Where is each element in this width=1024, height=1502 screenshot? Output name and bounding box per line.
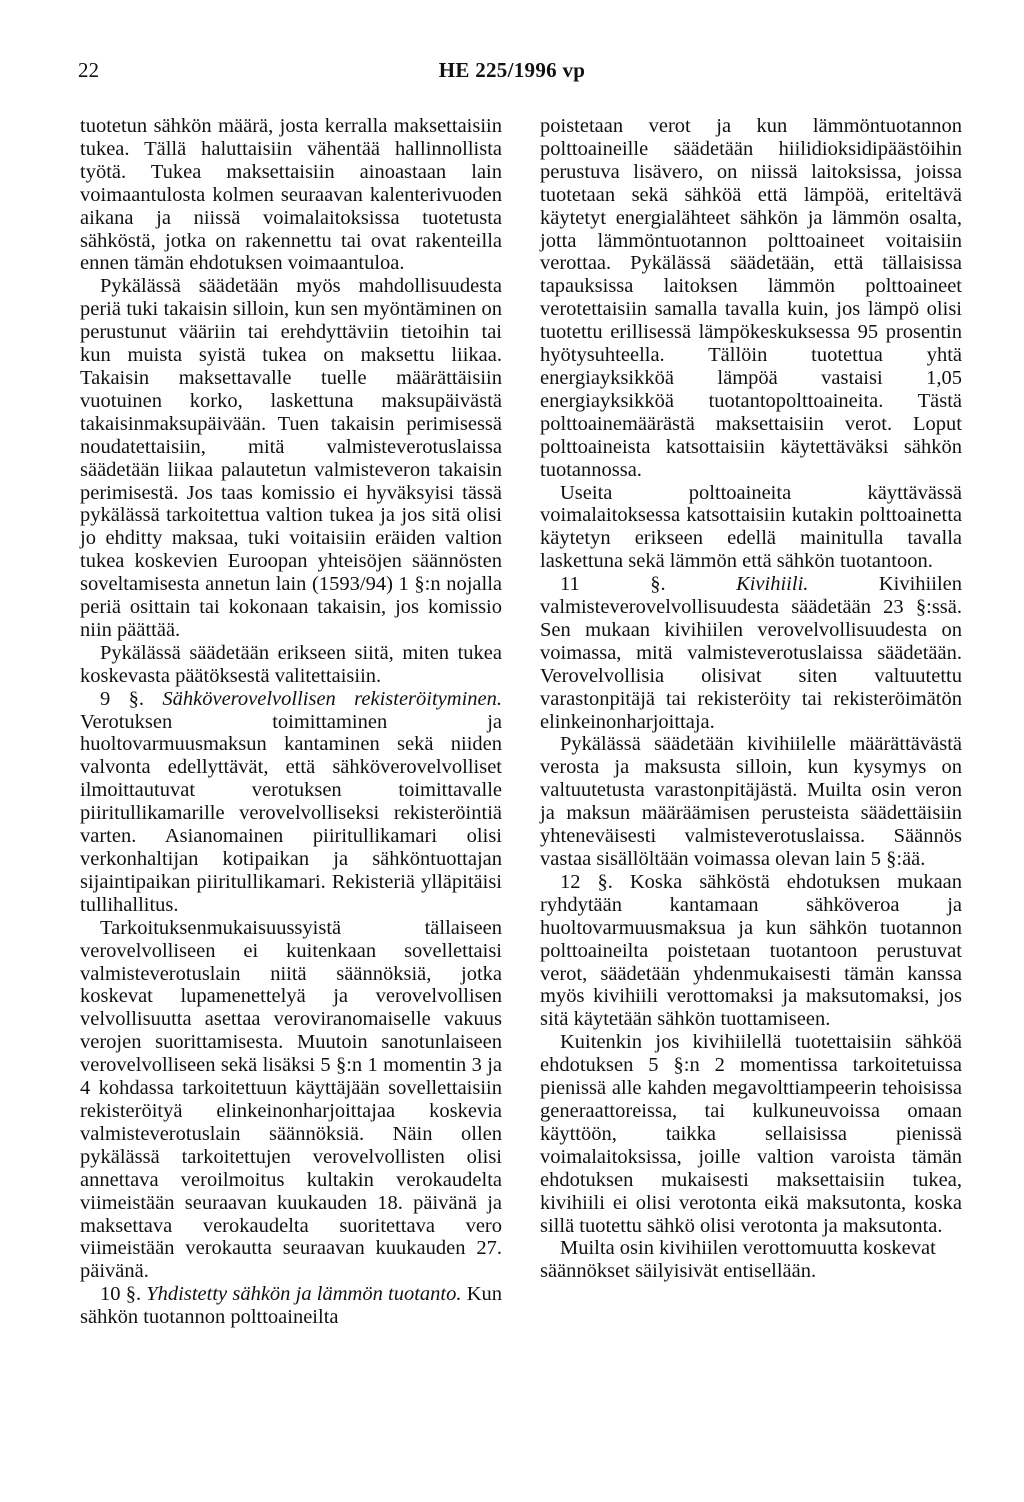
section-paragraph [540,573,962,733]
paragraph: Useita polttoaineita käyttävässä voimalaitoksessa katsottaisiin kutakin polttoainetta käytetyn erikseen edellä mainitulla tavalla laskettuna sekä lämmön että sähkön tuotantoon. [540,481,962,573]
paragraph: Pykälässä säädetään myös mahdollisuudesta periä tuki takaisin silloin, kun sen myöntäminen on perustunut vääriin tai erehdyttäviin tietoihin tai kun muista syistä tukea on maksettu liikaa. Takaisin maksettavalle tuelle määrättäisiin vuotuinen korko, laskettuna maksupäivästä takaisinmaksupäivään. Tuen takaisin perimisessä noudatettaisiin, mitä valmisteverotuslaissa säädetään liikaa palautetun valmisteveron takaisin perimisestä. Jos taas komissio ei hyväksyisi tässä pykälässä tarkoitettua valtion tukea ja jos sitä olisi jo ehditty maksaa, tuki voitaisiin eräiden valtion tukea koskevien Euroopan yhteisöjen säännösten soveltamisesta annetun lain (1593/94) 1 §:n nojalla periä osittain tai kokonaan takaisin, jos komissio niin päättää. [80,275,502,641]
section-number: 11 §. [560,573,666,596]
section-number: 9 §. [100,687,144,710]
section-text: Koska sähköstä ehdotuksen mukaan ryhdytään kantamaan sähköveroa ja huoltovarmuusmaksua ja kun sähkön tuotannon polttoaineilta poistetaan tuotantoon perustuvat verot, säädetään yhdenmukaisesti tämän kanssa myös kivihiili verottomaksi ja maksutomaksi, jos sitä käytetään sähkön tuottamiseen. [540,870,963,1031]
document-id: HE 225/1996 vp [438,58,586,82]
section-title: Yhdistetty sähkön ja lämmön tuotanto. [146,1283,462,1306]
section-paragraph [80,688,502,917]
section-title: Kivihiili. [736,573,809,596]
paragraph: Pykälässä säädetään erikseen siitä, miten tukea koskevasta päätöksestä valitettaisiin. [80,641,502,687]
section-paragraph [540,871,962,1031]
paragraph: tuotetun sähkön määrä, josta kerralla maksettaisiin tukea. Tällä haluttaisiin vähentää hallinnollista työtä. Tukea maksettaisiin ainoastaan lain voimaantulosta kolmen seuraavan kalenterivuoden aikana ja niissä voimalaitoksissa tuotetusta sähköstä, jotka on rakennettu tai ovat rakenteilla ennen tämän ehdotuksen voimaantuloa. [80,115,502,275]
section-paragraph [80,1283,502,1329]
paragraph: Kuitenkin jos kivihiilellä tuotettaisiin sähköä ehdotuksen 5 §:n 2 momentissa tarkoitetuissa pienissä alle kahden megavolttiampeerin tehoisissa generaattoreissa, tai kulkuneuvoissa omaan käyttöön, taikka sellaisissa pienissä voimalaitoksissa, joille valtion varoista tämän ehdotuksen mukaisesti maksettaisiin tukea, kivihiili ei olisi verotonta eikä maksutonta, koska sillä tuotettu sähkö olisi verotonta ja maksutonta. [540,1031,962,1237]
page-number: 22 [78,58,99,82]
page-header [78,58,946,88]
paragraph: Muilta osin kivihiilen verottomuutta koskevat säännökset säilyisivät entisellään. [540,1237,936,1283]
paragraph: Pykälässä säädetään kivihiilelle määrättävästä verosta ja maksusta silloin, kun kysymys on valtuutetusta varastonpitäjästä. Muilta osin veron ja maksun määräämisen perusteista säädettäisiin yhteneväisesti valmisteverotuslaissa. Säännös vastaa sisällöltään voimassa olevan lain 5 §:ää. [540,733,962,870]
paragraph: Tarkoituksenmukaisuussyistä tällaiseen verovelvolliseen ei kuitenkaan sovellettaisi valmisteverotuslain niitä säännöksiä, jotka koskevat lupamenettelyä ja verovelvollisen velvollisuutta asettaa veroviranomaiselle vakuus verojen suorittamisesta. Muutoin sanotunlaiseen verovelvolliseen sekä lisäksi 5 §:n 1 momentin 3 ja 4 kohdassa tarkoitettuun käyttäjään sovellettaisiin rekisteröityä elinkeinonharjoittajaa koskevia valmisteverotuslain säännöksiä. Näin ollen pykälässä tarkoitettujen verovelvollisten olisi annettava veroilmoitus kultakin verokaudelta viimeistään seuraavan kuukauden 18. päivänä ja maksettava verokaudelta suoritettava vero viimeistään verokautta seuraavan kuukauden 27. päivänä. [80,916,502,1283]
paragraph: poistetaan verot ja kun lämmöntuotannon polttoaineille säädetään hiilidioksidipäästöihin perustuva lisävero, on niissä laitoksissa, joissa tuotetaan sekä sähköä että lämpöä, eriteltävä käytetyt energialähteet sähkön ja lämmön osalta, jotta lämmöntuotannon polttoaineet voitaisiin verottaa. Pykälässä säädetään, että tällaisissa tapauksissa laitoksen lämmön polttoaineet verotettaisiin samalla tavalla kuin, jos lämpö olisi tuotettu erillisessä lämpökeskuksessa 95 prosentin hyötysuhteella. Tällöin tuotettua yhtä energiayksikköä lämpöä vastaisi 1,05 energiayksikköä tuotantopolttoaineita. Tästä polttoainemäärästä maksettaisiin verot. Loput polttoaineista katsottaisiin käytettäväksi sähkön tuotannossa. [540,115,962,481]
section-number: 12 §. [560,870,613,893]
section-text: Kun sähkön tuotannon polttoaineilta [80,1283,502,1329]
section-number: 10 §. [100,1283,142,1306]
section-text: Kivihiilen valmisteverovelvollisuudesta säädetään 23 §:ssä. Sen mukaan kivihiilen verovelvollisuudesta on voimassa, mitä valmisteverotuslaissa säädetään. Verovelvollisia olisivat siten valtuutettu varastonpitäjä tai rekisteröity tai rekisteröimätön elinkeinonharjoittaja. [540,573,962,733]
section-text: Verotuksen toimittaminen ja huoltovarmuusmaksun kantaminen sekä niiden valvonta edellyttävät, että sähköverovelvolliset ilmoittautuvat verotuksen toimittavalle piiritullikamarille verovelvolliseksi rekisteröintiä varten. Asianomainen piiritullikamari olisi verkonhaltijan kotipaikan ja sähköntuottajan sijaintipaikan piiritullikamari. Rekisteriä ylläpitäisi tullihallitus. [80,710,502,916]
section-title: Sähköverovelvollisen rekisteröityminen. [162,687,502,710]
left-column [80,115,502,1329]
right-column [540,115,962,1283]
